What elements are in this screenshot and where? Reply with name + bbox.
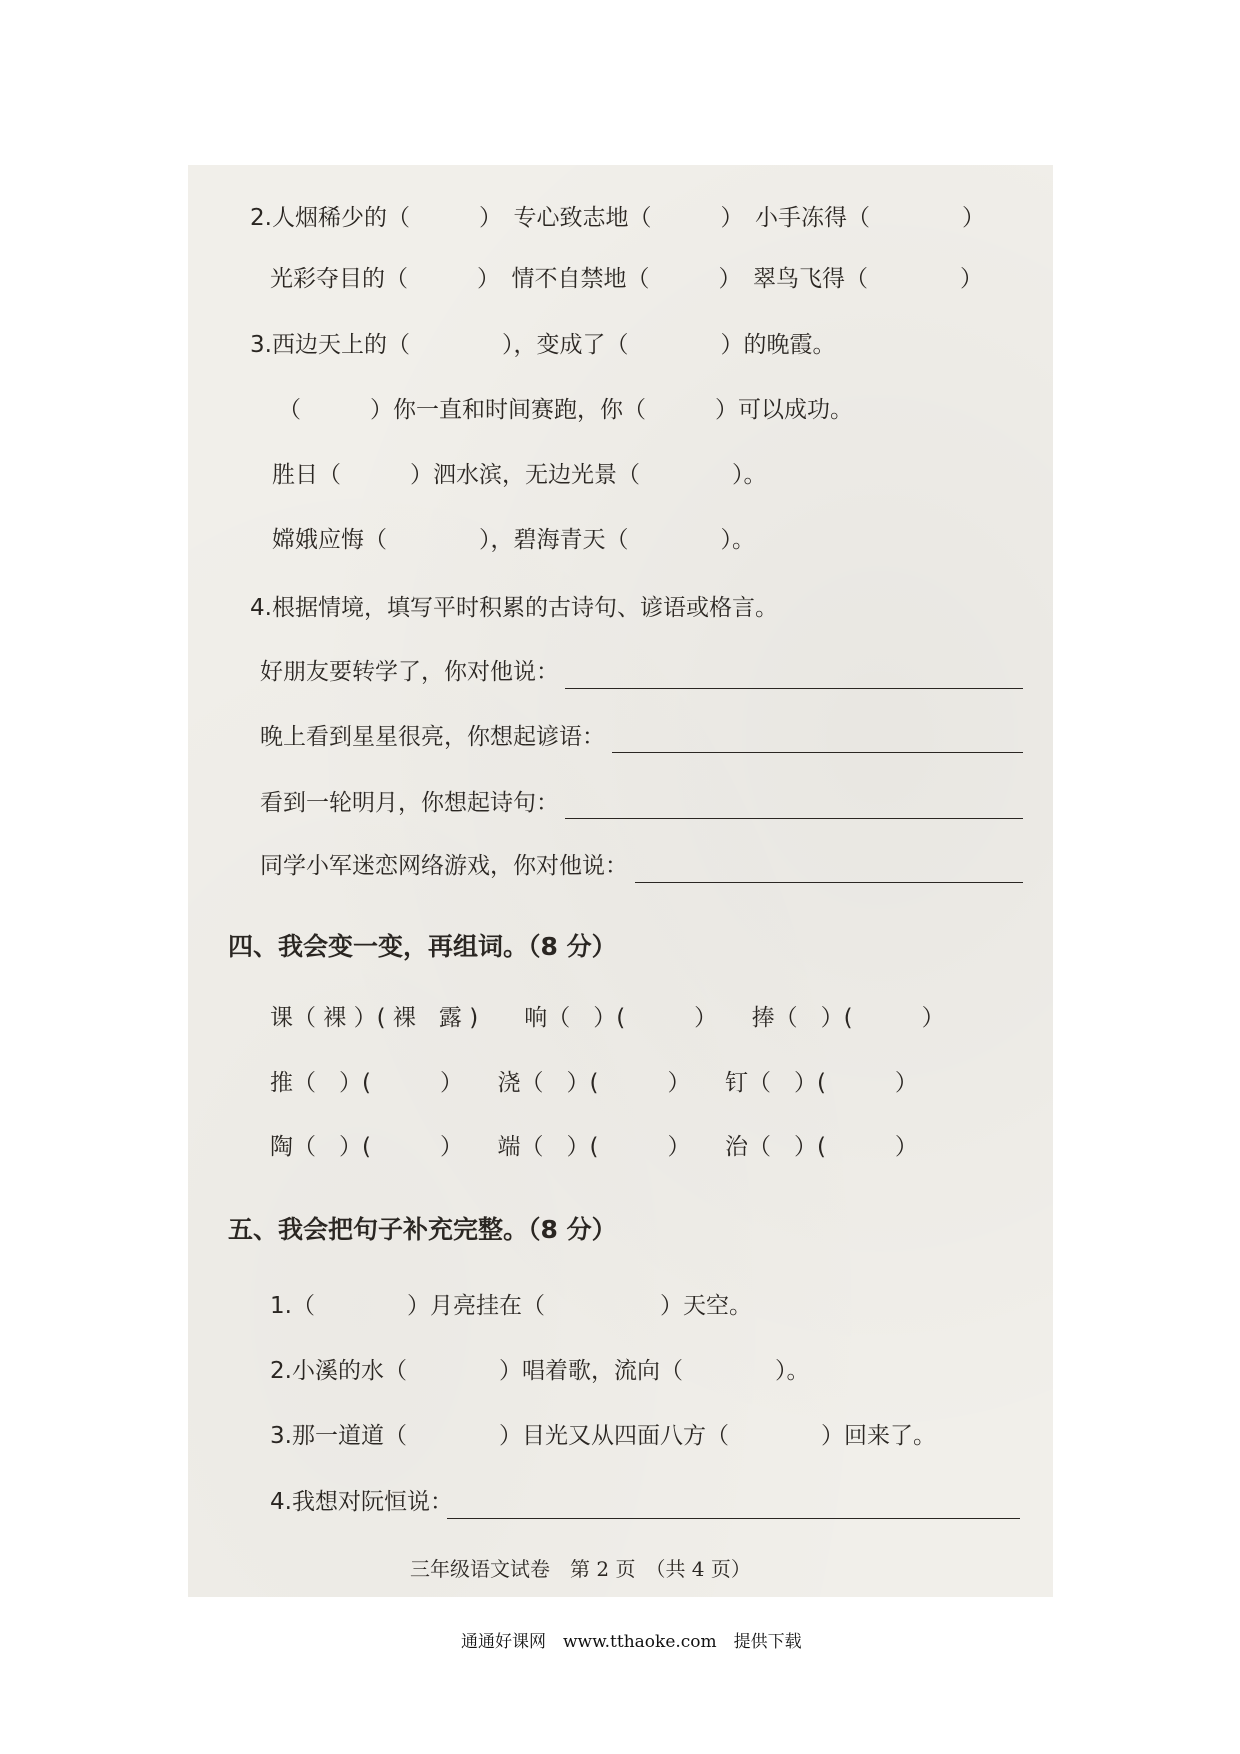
- q3-item3-line4: 嫦娥应悔（ ），碧海青天（ ）。: [272, 527, 755, 553]
- q3-item3-line2: （ ）你一直和时间赛跑，你（ ）可以成功。: [278, 397, 853, 423]
- section-4-row-2: 推（ ）( ） 浇（ ）( ） 钉（ ）( ）: [270, 1070, 918, 1096]
- section-4-row-3: 陶（ ）( ） 端（ ）( ） 治（ ）( ）: [270, 1134, 918, 1160]
- section-5-sentence-2: 2.小溪的水（ ）唱着歌，流向（ ）。: [270, 1358, 810, 1384]
- q3-item4-question-4: 同学小军迷恋网络游戏，你对他说：: [260, 853, 628, 879]
- section-5-sentence-3: 3.那一道道（ ）目光又从四面八方（ ）回来了。: [270, 1423, 936, 1449]
- download-credit: 通通好课网 www.tthaoke.com 提供下载: [461, 1632, 802, 1652]
- answer-line-2[interactable]: [612, 752, 1023, 753]
- answer-line-5[interactable]: [447, 1518, 1020, 1519]
- answer-line-1[interactable]: [565, 688, 1023, 689]
- q3-item4-question-3: 看到一轮明月，你想起诗句：: [260, 790, 559, 816]
- answer-line-3[interactable]: [565, 818, 1023, 819]
- q3-item3-line3: 胜日（ ）泗水滨，无边光景（ ）。: [272, 462, 767, 488]
- q3-item4-question-1: 好朋友要转学了，你对他说：: [260, 659, 559, 685]
- q3-item4-prompt: 4.根据情境，填写平时积累的古诗句、谚语或格言。: [250, 595, 778, 621]
- section-4-row-1: 课（ 裸 ）( 裸 露 ) 响（ ）( ） 捧（ ）( ）: [270, 1005, 945, 1031]
- q3-item2-row1: 2.人烟稀少的（ ） 专心致志地（ ） 小手冻得（ ）: [250, 205, 985, 231]
- section-4-title: 四、我会变一变，再组词。（8 分）: [228, 932, 617, 961]
- section-5-sentence-1: 1.（ ）月亮挂在（ ）天空。: [270, 1293, 752, 1319]
- section-5-sentence-4: 4.我想对阮恒说：: [270, 1489, 453, 1515]
- page-footer: 三年级语文试卷 第 2 页 （共 4 页）: [410, 1557, 751, 1581]
- section-5-title: 五、我会把句子补充完整。（8 分）: [228, 1215, 617, 1244]
- q3-item2-row2: 光彩夺目的（ ） 情不自禁地（ ） 翠鸟飞得（ ）: [270, 266, 983, 292]
- q3-item3-line1: 3.西边天上的（ ），变成了（ ）的晚霞。: [250, 332, 836, 358]
- q3-item4-question-2: 晚上看到星星很亮，你想起谚语：: [260, 724, 605, 750]
- answer-line-4[interactable]: [635, 882, 1023, 883]
